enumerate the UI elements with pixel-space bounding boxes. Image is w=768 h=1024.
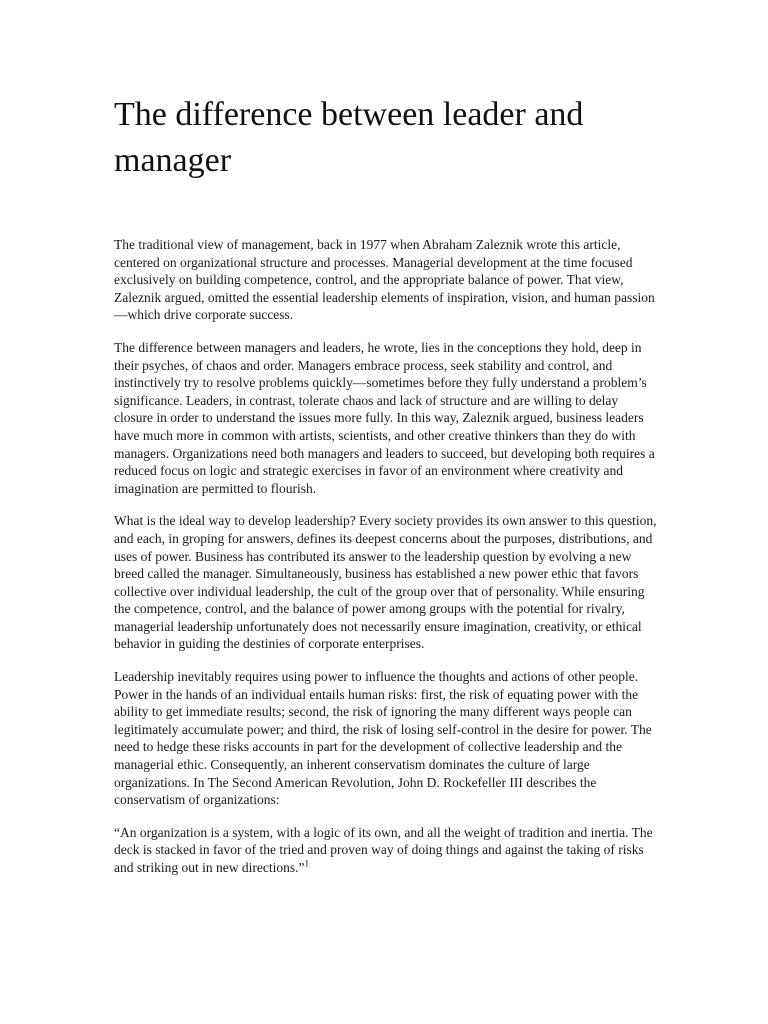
- paragraph-3: What is the ideal way to develop leadership? Every society provides its own answer to this question, and each, in groping for answers, defines its deepest concerns about the purposes, distributions, and uses of power. Business has contributed its answer to the leadership question by evolving a new breed called the manager. Simultaneously, business has established a new power ethic that favors collective over individual leadership, the cult of the group over that of personality. While ensuring the competence, control, and the balance of power among groups with the potential for rivalry, managerial leadership unfortunately does not necessarily ensure imagination, creativity, or ethical behavior in guiding the destinies of corporate enterprises.: [114, 513, 657, 652]
- document-title: The difference between leader and manager: [114, 96, 584, 179]
- paragraph-4: Leadership inevitably requires using power to influence the thoughts and actions of other people. Power in the hands of an individual entails human risks: first, the risk of equating power with the ability to get immediate results; second, the risk of ignoring the many different ways people can legitimately accumulate power; and third, the risk of losing self-control in the desire for power. The need to hedge these risks accounts in part for the development of collective leadership and the managerial ethic. Consequently, an inherent conservatism dominates the culture of large organizations. In The Second American Revolution, John D. Rockefeller III describes the conservatism of organizations:: [114, 669, 652, 808]
- paragraph-1: The traditional view of management, back in 1977 when Abraham Zaleznik wrote this article, centered on organizational structure and processes. Managerial development at the time focused exclusively on building competence, control, and the appropriate balance of power. That view, Zaleznik argued, omitted the essential leadership elements of inspiration, vision, and human passion—which drive corporate success.: [114, 237, 655, 323]
- footnote-marker[interactable]: 1: [304, 858, 309, 869]
- document-page: [114, 92, 659, 877]
- quote-text: “An organization is a system, with a logic of its own, and all the weight of tradition and inertia. The deck is stacked in favor of the tried and proven way of doing things and against the taking of risks and striking out in new directions.”: [114, 824, 653, 875]
- paragraph-2: The difference between managers and leaders, he wrote, lies in the conceptions they hold, deep in their psyches, of chaos and order. Managers embrace process, seek stability and control, and instinctively try to resolve problems quickly—sometimes before they fully understand a problem’s significance. Leaders, in contrast, tolerate chaos and lack of structure and are willing to delay closure in order to understand the issues more fully. In this way, Zaleznik argued, business leaders have much more in common with artists, scientists, and other creative thinkers than they do with managers. Organizations need both managers and leaders to succeed, but developing both requires a reduced focus on logic and strategic exercises in favor of an environment where creativity and imagination are permitted to flourish.: [114, 339, 655, 496]
- block-quote: [114, 824, 659, 877]
